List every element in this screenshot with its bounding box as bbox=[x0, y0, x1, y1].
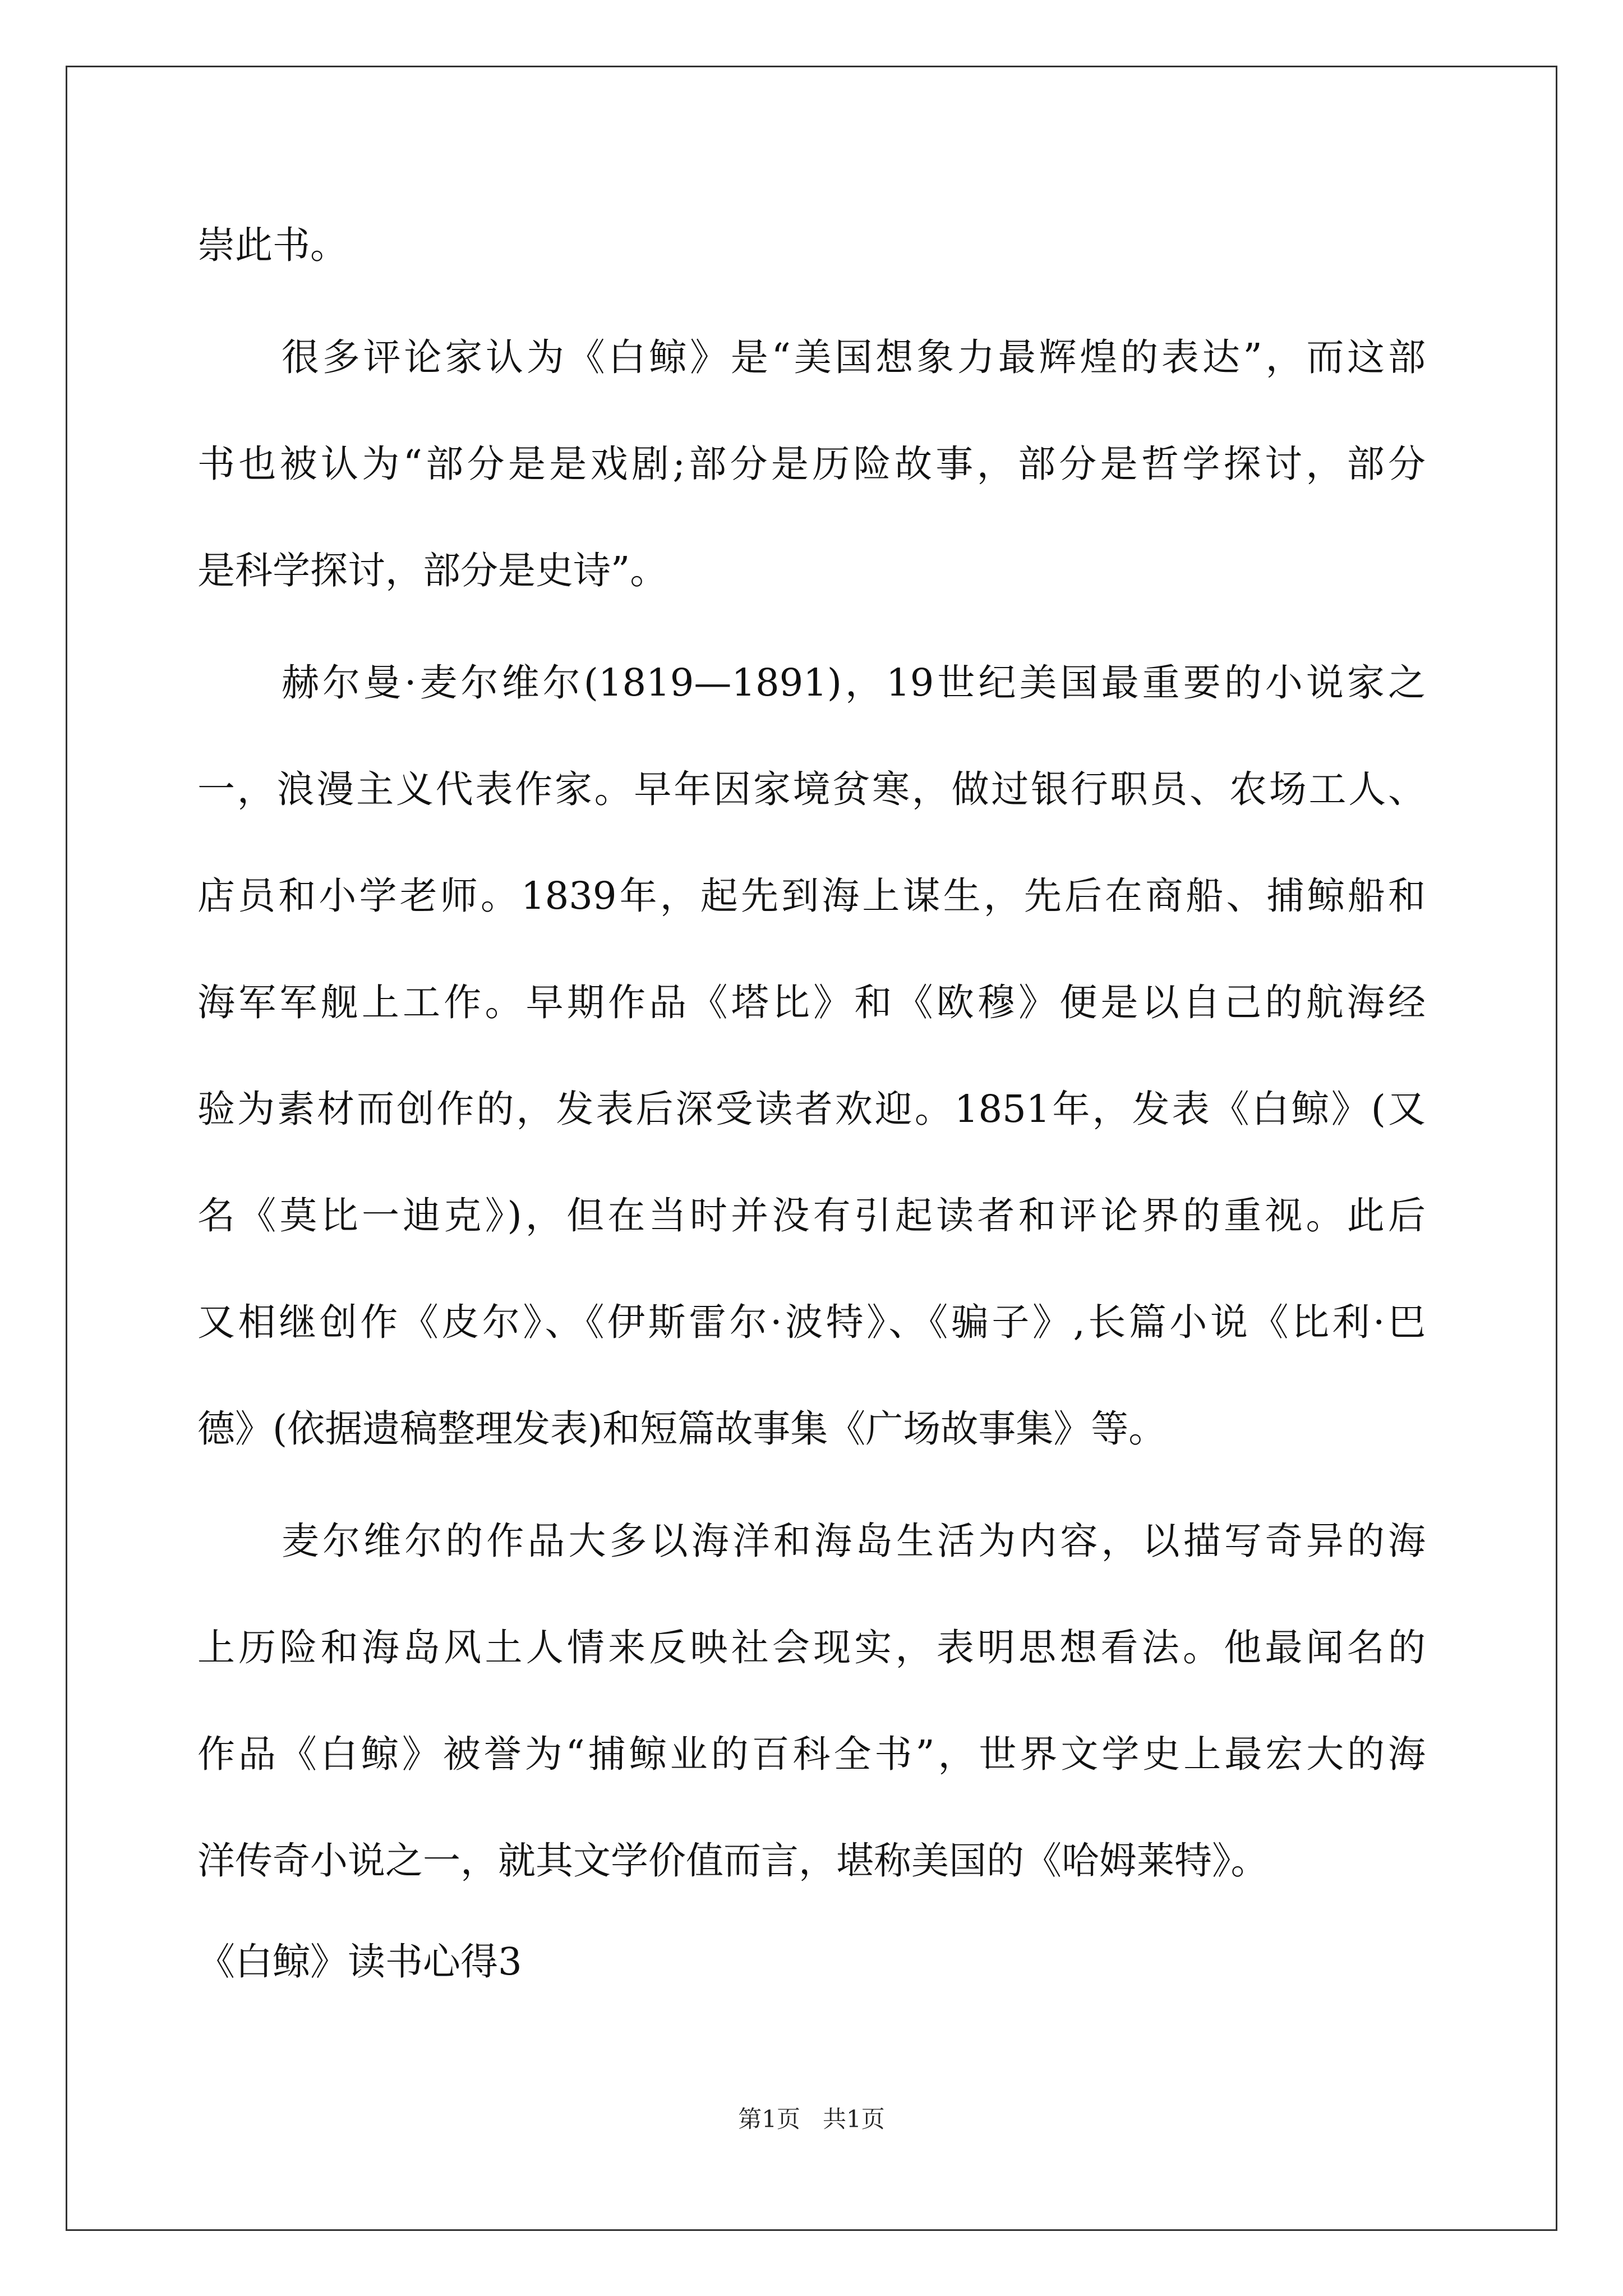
paragraph-line: 上历险和海岛风土人情来反映社会现实，表明思想看法。他最闻名的 bbox=[197, 1626, 1426, 1669]
paragraph-line: 是科学探讨，部分是史诗”。 bbox=[197, 549, 668, 592]
paragraph-line: 作品《白鲸》被誉为“捕鲸业的百科全书”，世界文学史上最宏大的海 bbox=[197, 1732, 1426, 1776]
section-heading: 《白鲸》读书心得3 bbox=[197, 1940, 522, 1984]
paragraph-line: 麦尔维尔的作品大多以海洋和海岛生活为内容，以描写奇异的海 bbox=[282, 1519, 1426, 1563]
paragraph-line: 验为素材而创作的，发表后深受读者欢迎。1851年，发表《白鲸》(又 bbox=[197, 1087, 1426, 1131]
paragraph-line: 赫尔曼·麦尔维尔(1819—1891)，19世纪美国最重要的小说家之 bbox=[282, 661, 1426, 705]
paragraph-line: 一，浪漫主义代表作家。早年因家境贫寒，做过银行职员、农场工人、 bbox=[197, 767, 1426, 811]
page-border bbox=[66, 66, 1557, 2231]
paragraph-line: 书也被认为“部分是是戏剧;部分是历险故事，部分是哲学探讨，部分 bbox=[197, 442, 1426, 486]
page-footer: 第1页 共1页 bbox=[738, 2105, 885, 2133]
paragraph-line: 海军军舰上工作。早期作品《塔比》和《欧穆》便是以自己的航海经 bbox=[197, 981, 1426, 1024]
paragraph-line: 店员和小学老师。1839年，起先到海上谋生，先后在商船、捕鲸船和 bbox=[197, 874, 1426, 918]
paragraph-line: 又相继创作《皮尔》、《伊斯雷尔·波特》、《骗子》,长篇小说《比利·巴 bbox=[197, 1300, 1426, 1344]
paragraph-line: 崇此书。 bbox=[197, 223, 348, 267]
paragraph-line: 很多评论家认为《白鲸》是“美国想象力最辉煌的表达”，而这部 bbox=[282, 335, 1426, 379]
paragraph-line: 德》(依据遗稿整理发表)和短篇故事集《广场故事集》等。 bbox=[197, 1407, 1166, 1451]
paragraph-line: 名《莫比一迪克》)，但在当时并没有引起读者和评论界的重视。此后 bbox=[197, 1194, 1426, 1237]
paragraph-line: 洋传奇小说之一，就其文学价值而言，堪称美国的《哈姆莱特》。 bbox=[197, 1839, 1269, 1883]
